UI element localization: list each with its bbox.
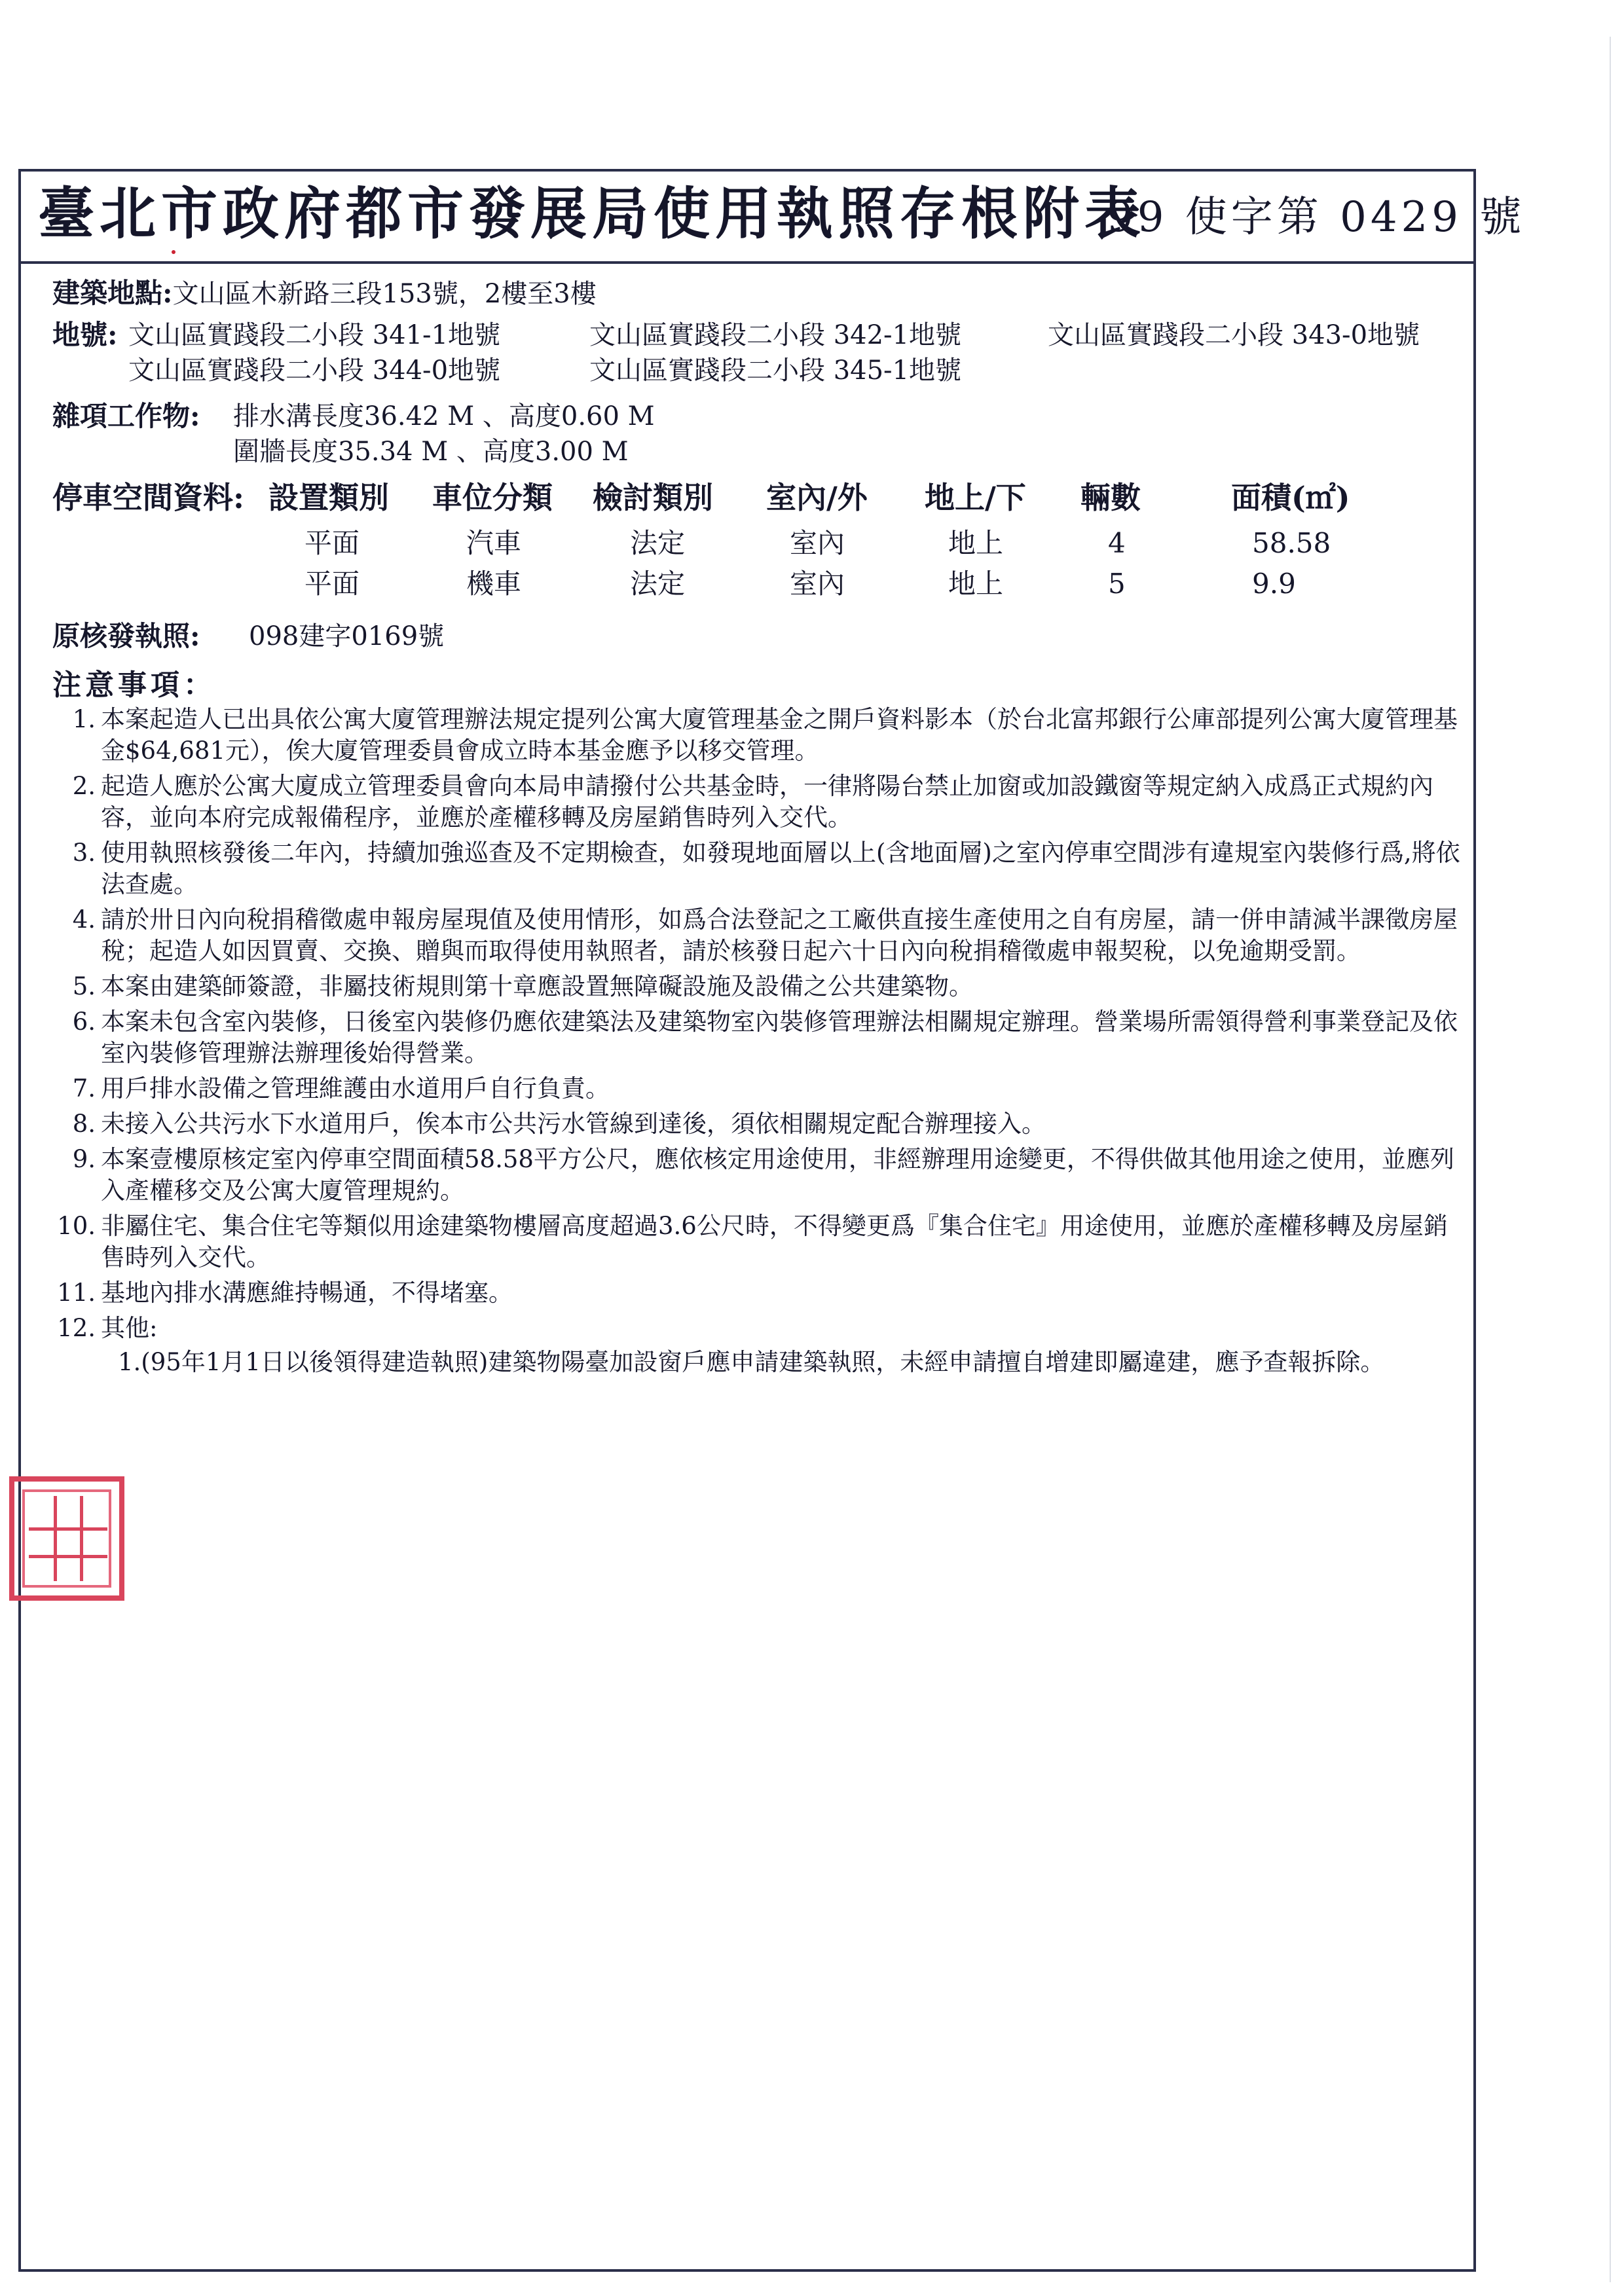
original-license-row: [52, 618, 200, 655]
note-text: 非屬住宅、集合住宅等類似用途建築物樓層高度超過3.6公尺時，不得變更爲『集合住宅』用途使用，並應於產權移轉及房屋銷售時列入交代。: [101, 1212, 1448, 1271]
note-text: 未接入公共污水下水道用戶，俟本市公共污水管線到達後，須依相關規定配合辦理接入。: [101, 1110, 1046, 1138]
note-text: 其他:: [101, 1314, 158, 1342]
original-license-label: 原核發執照:: [52, 620, 200, 652]
notes-heading: 注意事項：: [52, 668, 216, 702]
site-value: 文山區木新路三段153號，2樓至3樓: [172, 279, 597, 309]
site-label: 建築地點:: [52, 277, 173, 309]
lot-item: 文山區實踐段二小段 344-0地號: [128, 355, 501, 386]
red-mark: [172, 250, 175, 254]
list-item: [52, 837, 1460, 900]
parking-cell: 平面: [304, 527, 360, 559]
parking-cell: 法定: [630, 527, 686, 559]
document-title: 臺北市政府都市發展局使用執照存根附表: [38, 181, 1146, 247]
parking-cell: 法定: [630, 568, 686, 600]
list-item: [52, 904, 1460, 967]
parking-header: 地上/下: [925, 480, 1026, 515]
lot-item: 文山區實踐段二小段 342-1地號: [589, 320, 962, 350]
list-item: [52, 1144, 1460, 1207]
notes-list: [52, 704, 1460, 1382]
note-text: 用戶排水設備之管理維護由水道用戶自行負責。: [101, 1074, 610, 1102]
seal-inner-border: [22, 1489, 111, 1588]
parking-header: 檢討類別: [593, 480, 713, 515]
note-text: 本案未包含室內裝修，日後室內裝修仍應依建築法及建築物室內裝修管理辦法相關規定辦理。營業場所需領得營利事業登記及依室內裝修管理辦法辦理後始得營業。: [101, 1008, 1458, 1067]
list-item: [52, 1006, 1460, 1069]
parking-header: 室內/外: [766, 480, 868, 515]
parking-cell: 平面: [304, 568, 360, 600]
seal-stroke: [29, 1555, 107, 1558]
list-item: [52, 771, 1460, 833]
seal-stroke: [29, 1527, 107, 1531]
misc-works-label: 雜項工作物:: [52, 400, 200, 432]
note-number: 4.: [72, 905, 96, 934]
parking-cell: 室內: [790, 568, 845, 600]
note-number: 7.: [72, 1074, 96, 1102]
parking-cell: 9.9: [1252, 568, 1296, 600]
note-text: 本案起造人已出具依公寓大廈管理辦法規定提列公寓大廈管理基金之開戶資料影本（於台北富邦銀行公庫部提列公寓大廈管理基金$64,681元），俟大廈管理委員會成立時本基金應予以移交管理。: [101, 705, 1458, 765]
page-edge: [1610, 37, 1611, 2282]
lots-label: 地號:: [52, 319, 118, 351]
note-text: 本案由建築師簽證，非屬技術規則第十章應設置無障礙設施及設備之公共建築物。: [101, 972, 973, 1000]
parking-header: 輛數: [1080, 480, 1141, 515]
parking-label: 停車空間資料:: [52, 480, 244, 515]
parking-cell: 地上: [948, 527, 1004, 559]
misc-work-item: 排水溝長度36.42 M 、高度0.60 M: [233, 401, 655, 431]
note-number: 2.: [72, 772, 96, 800]
official-seal-stamp: [9, 1476, 124, 1601]
list-item: [52, 971, 1460, 1002]
list-item: [52, 1211, 1460, 1273]
note-number: 11.: [57, 1279, 96, 1307]
list-item: [52, 704, 1460, 767]
list-item: [52, 1277, 1460, 1309]
parking-header: 設置類別: [268, 480, 389, 515]
site-row: [52, 275, 597, 312]
list-item: [52, 1313, 1460, 1378]
note-number: 10.: [57, 1212, 96, 1240]
list-item: [52, 1073, 1460, 1104]
note-number: 3.: [72, 839, 96, 867]
note-text: 本案壹樓原核定室內停車空間面積58.58平方公尺，應依核定用途使用，非經辦理用途變更，不得供做其他用途之使用，並應列入產權移交及公寓大廈管理規約。: [101, 1145, 1454, 1205]
note-number: 12.: [57, 1314, 96, 1342]
parking-cell: 4: [1108, 527, 1126, 559]
misc-label-row: [52, 398, 200, 435]
lot-item: 文山區實踐段二小段 343-0地號: [1048, 320, 1420, 350]
parking-cell: 地上: [948, 568, 1004, 600]
lots-label-row: [52, 317, 118, 354]
seal-stroke: [54, 1496, 57, 1581]
parking-cell: 58.58: [1252, 527, 1331, 559]
parking-cell: 室內: [790, 527, 845, 559]
note-number: 6.: [72, 1008, 96, 1036]
parking-cell: 5: [1108, 568, 1126, 600]
lot-item: 文山區實踐段二小段 341-1地號: [128, 320, 501, 350]
note-text: 基地內排水溝應維持暢通，不得堵塞。: [101, 1279, 513, 1307]
note-subitem: 1.(95年1月1日以後領得建造執照)建築物陽臺加設窗戶應申請建築執照，未經申請擅自增建即屬違建，應予查報拆除。: [118, 1348, 1385, 1376]
parking-header: 面積(㎡): [1231, 480, 1350, 515]
misc-work-item: 圍牆長度35.34 M 、高度3.00 M: [233, 437, 629, 467]
note-text: 請於卅日內向稅捐稽徵處申報房屋現值及使用情形，如爲合法登記之工廠供直接生產使用之自有房屋，請一併申請減半課徵房屋稅；起造人如因買賣、交換、贈與而取得使用執照者，請於核發日起六十日內向稅捐稽徵處申報契稅，以免逾期受罰。: [101, 905, 1458, 965]
note-number: 8.: [72, 1110, 96, 1138]
lot-item: 文山區實踐段二小段 345-1地號: [589, 355, 962, 386]
parking-cell: 汽車: [466, 527, 522, 559]
note-text: 使用執照核發後二年內，持續加強巡查及不定期檢查，如發現地面層以上(含地面層)之室內停車空間涉有違規室內裝修行爲,將依法查處。: [101, 839, 1460, 898]
note-number: 5.: [72, 972, 96, 1000]
note-text: 起造人應於公寓大廈成立管理委員會向本局申請撥付公共基金時，一律將陽台禁止加窗或加設鐵窗等規定納入成爲正式規約內容，並向本府完成報備程序，並應於產權移轉及房屋銷售時列入交代。: [101, 772, 1433, 831]
parking-cell: 機車: [466, 568, 522, 600]
parking-header: 車位分類: [432, 480, 553, 515]
note-number: 9.: [72, 1145, 96, 1173]
list-item: [52, 1108, 1460, 1140]
seal-stroke: [80, 1496, 83, 1581]
original-license-value: 098建字0169號: [249, 621, 445, 651]
note-number: 1.: [72, 705, 96, 733]
license-number: 99 使字第 0429 號: [1107, 193, 1526, 242]
